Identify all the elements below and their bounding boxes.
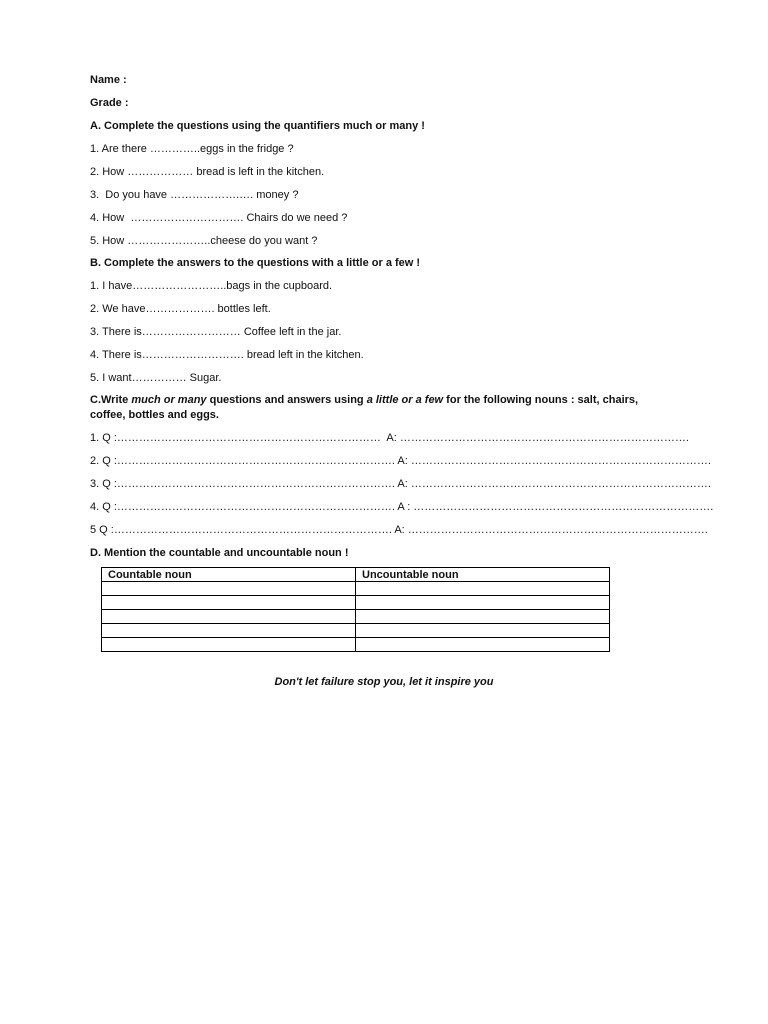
section-a-item-3: 3. Do you have ……………….…. money ? (90, 189, 299, 201)
nouns-table (101, 567, 610, 652)
table-row (102, 596, 610, 610)
section-c-item-3: 3. Q :…………………………………………………………………. A: ………………………………………………………………………. (90, 478, 711, 490)
section-c-item-2: 2. Q :…………………………………………………………………. A: ………………………………………………………………………. (90, 455, 711, 467)
section-a-item-5: 5. How …………………..cheese do you want ? (90, 235, 318, 247)
table-row (102, 638, 610, 652)
section-c-item-1: 1. Q :……………………………………………………………… A: ……………………………………………………………………. (90, 432, 689, 444)
uncountable-cell[interactable] (356, 624, 610, 638)
section-c-middle: questions and answers using (206, 394, 367, 406)
countable-cell[interactable] (102, 610, 356, 624)
countable-cell[interactable] (102, 596, 356, 610)
uncountable-noun-header: Uncountable noun (356, 568, 610, 582)
table-header-row (102, 568, 610, 582)
section-a-item-4: 4. How …………………………. Chairs do we need ? (90, 212, 348, 224)
section-c-item-5: 5 Q :…………………………………………………………………. A: ………………………………………………………………………. (90, 524, 708, 536)
section-b-item-2: 2. We have………………. bottles left. (90, 303, 271, 315)
section-c-title (90, 393, 660, 423)
table-row (102, 582, 610, 596)
uncountable-cell[interactable] (356, 582, 610, 596)
section-c-emphasis-little-few: a little or a few (366, 394, 444, 406)
section-b-item-5: 5. I want…………… Sugar. (90, 372, 222, 384)
section-c-item-4: 4. Q :…………………………………………………………………. A : ………………………………………………………………………. (90, 501, 714, 513)
section-d-title: D. Mention the countable and uncountable noun ! (90, 547, 349, 559)
section-b-item-4: 4. There is………………………. bread left in the kitchen. (90, 349, 364, 361)
countable-cell[interactable] (102, 582, 356, 596)
section-c-prefix: C.Write (90, 394, 132, 406)
uncountable-cell[interactable] (356, 610, 610, 624)
section-a-title: A. Complete the questions using the quantifiers much or many ! (90, 120, 425, 132)
name-label: Name : (90, 74, 127, 86)
section-b-item-3: 3. There is……………………… Coffee left in the jar. (90, 326, 342, 338)
section-c-suffix: for the following nouns : salt, chairs, coffee, bottles and eggs. (90, 394, 639, 421)
countable-noun-header: Countable noun (102, 568, 356, 582)
section-a-item-2: 2. How ……………… bread is left in the kitchen. (90, 166, 325, 178)
section-a-item-1: 1. Are there …………..eggs in the fridge ? (90, 143, 294, 155)
grade-label: Grade : (90, 97, 129, 109)
motivational-quote: Don't let failure stop you, let it inspire you (274, 676, 494, 688)
uncountable-cell[interactable] (356, 638, 610, 652)
countable-cell[interactable] (102, 624, 356, 638)
table-row (102, 624, 610, 638)
table-row (102, 610, 610, 624)
countable-cell[interactable] (102, 638, 356, 652)
section-c-emphasis-much-many: much or many (131, 394, 207, 406)
section-b-title: B. Complete the answers to the questions with a little or a few ! (90, 257, 421, 269)
uncountable-cell[interactable] (356, 596, 610, 610)
section-b-item-1: 1. I have……………………..bags in the cupboard. (90, 280, 333, 292)
